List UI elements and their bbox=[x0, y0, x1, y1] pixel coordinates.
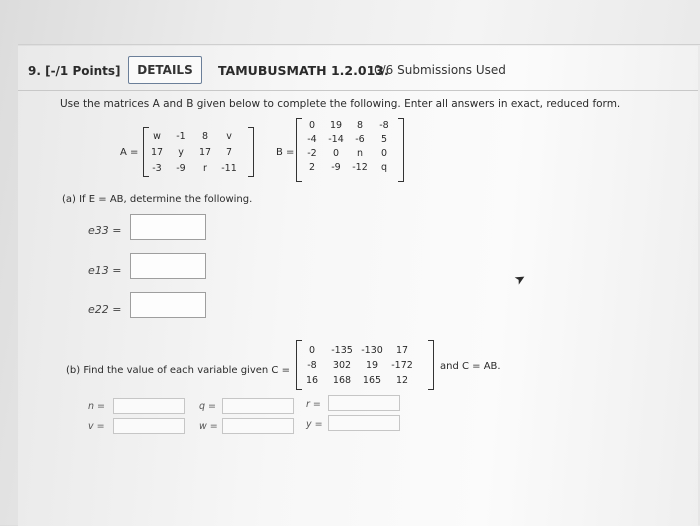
matrix-b-cell: n bbox=[356, 148, 364, 159]
matrix-a-right-bracket bbox=[248, 127, 254, 177]
matrix-b-cell: 0 bbox=[308, 120, 316, 131]
matrix-b-cell: -2 bbox=[307, 148, 317, 159]
matrix-a-cell: 8 bbox=[201, 131, 209, 142]
matrix-b-cell: -4 bbox=[307, 134, 317, 145]
matrix-a-cell: -3 bbox=[152, 163, 162, 174]
mouse-pointer-icon: ➤ bbox=[511, 270, 529, 289]
matrix-b-cell: 8 bbox=[356, 120, 364, 131]
matrix-c-cell: -8 bbox=[307, 360, 317, 371]
matrix-a-cell: -1 bbox=[176, 131, 186, 142]
r-label: r = bbox=[306, 399, 321, 410]
matrix-a-cell: w bbox=[153, 131, 161, 142]
matrix-c-cell: 19 bbox=[365, 360, 379, 371]
matrix-b-cell: -8 bbox=[379, 120, 389, 131]
matrix-c-right-bracket bbox=[428, 340, 434, 390]
n-label: n = bbox=[88, 401, 106, 412]
problem-code: TAMUBUSMATH 1.2.013. bbox=[218, 63, 389, 78]
q-label: q = bbox=[199, 401, 217, 412]
matrix-b-cell: -6 bbox=[355, 134, 365, 145]
matrix-c-cell: 302 bbox=[332, 360, 352, 371]
part-b-prompt: (b) Find the value of each variable given C = bbox=[66, 365, 290, 376]
matrix-b-label: B = bbox=[276, 147, 295, 158]
matrix-c-cell: 165 bbox=[362, 375, 382, 386]
matrix-c-cell: 0 bbox=[308, 345, 316, 356]
matrix-c-cell: 16 bbox=[305, 375, 319, 386]
matrix-a-label: A = bbox=[120, 147, 139, 158]
matrix-c-cell: -130 bbox=[361, 345, 383, 356]
question-sheet bbox=[18, 46, 698, 526]
instructions: Use the matrices A and B given below to complete the following. Enter all answers in exact, reduced form. bbox=[60, 98, 621, 110]
matrix-b-cell: 19 bbox=[329, 120, 343, 131]
matrix-c-cell: -172 bbox=[391, 360, 413, 371]
y-label: y = bbox=[306, 419, 323, 430]
q-input[interactable] bbox=[222, 398, 294, 414]
details-button[interactable]: DETAILS bbox=[128, 56, 202, 84]
matrix-b-cell: 2 bbox=[308, 162, 316, 173]
e33-label: e33 = bbox=[88, 224, 122, 237]
matrix-b-cell: -14 bbox=[328, 134, 344, 145]
matrix-a-cell: r bbox=[203, 163, 207, 174]
w-input[interactable] bbox=[222, 418, 294, 434]
matrix-b-cell: 5 bbox=[380, 134, 388, 145]
part-b-suffix: and C = AB. bbox=[440, 361, 501, 372]
submissions-used: 0/6 Submissions Used bbox=[374, 63, 506, 77]
matrix-c-cell: 168 bbox=[332, 375, 352, 386]
question-number: 9. [-/1 Points] bbox=[28, 64, 121, 78]
matrix-a-cell: 17 bbox=[150, 147, 164, 158]
divider bbox=[18, 44, 700, 45]
matrix-b-cell: 0 bbox=[332, 148, 340, 159]
matrix-b-cell: q bbox=[380, 162, 388, 173]
matrix-a-cell: v bbox=[226, 131, 232, 142]
matrix-a-cell: 17 bbox=[198, 147, 212, 158]
matrix-b-cell: -9 bbox=[331, 162, 341, 173]
e33-input[interactable] bbox=[130, 214, 206, 240]
matrix-c-cell: -135 bbox=[331, 345, 353, 356]
matrix-b-right-bracket bbox=[398, 118, 404, 182]
e13-input[interactable] bbox=[130, 253, 206, 279]
header-divider bbox=[18, 90, 698, 91]
matrix-a-cell: -9 bbox=[176, 163, 186, 174]
matrix-c-cell: 17 bbox=[395, 345, 409, 356]
matrix-b-cell: 0 bbox=[380, 148, 388, 159]
v-label: v = bbox=[88, 421, 105, 432]
n-input[interactable] bbox=[113, 398, 185, 414]
matrix-b-cell: -12 bbox=[352, 162, 368, 173]
w-label: w = bbox=[199, 421, 218, 432]
matrix-a-cell: 7 bbox=[225, 147, 233, 158]
v-input[interactable] bbox=[113, 418, 185, 434]
r-input[interactable] bbox=[328, 395, 400, 411]
matrix-c-cell: 12 bbox=[395, 375, 409, 386]
e22-input[interactable] bbox=[130, 292, 206, 318]
matrix-a-cell: y bbox=[178, 147, 184, 158]
part-a-prompt: (a) If E = AB, determine the following. bbox=[62, 194, 253, 205]
matrix-a-cell: -11 bbox=[221, 163, 237, 174]
y-input[interactable] bbox=[328, 415, 400, 431]
e13-label: e13 = bbox=[88, 264, 122, 277]
e22-label: e22 = bbox=[88, 303, 122, 316]
